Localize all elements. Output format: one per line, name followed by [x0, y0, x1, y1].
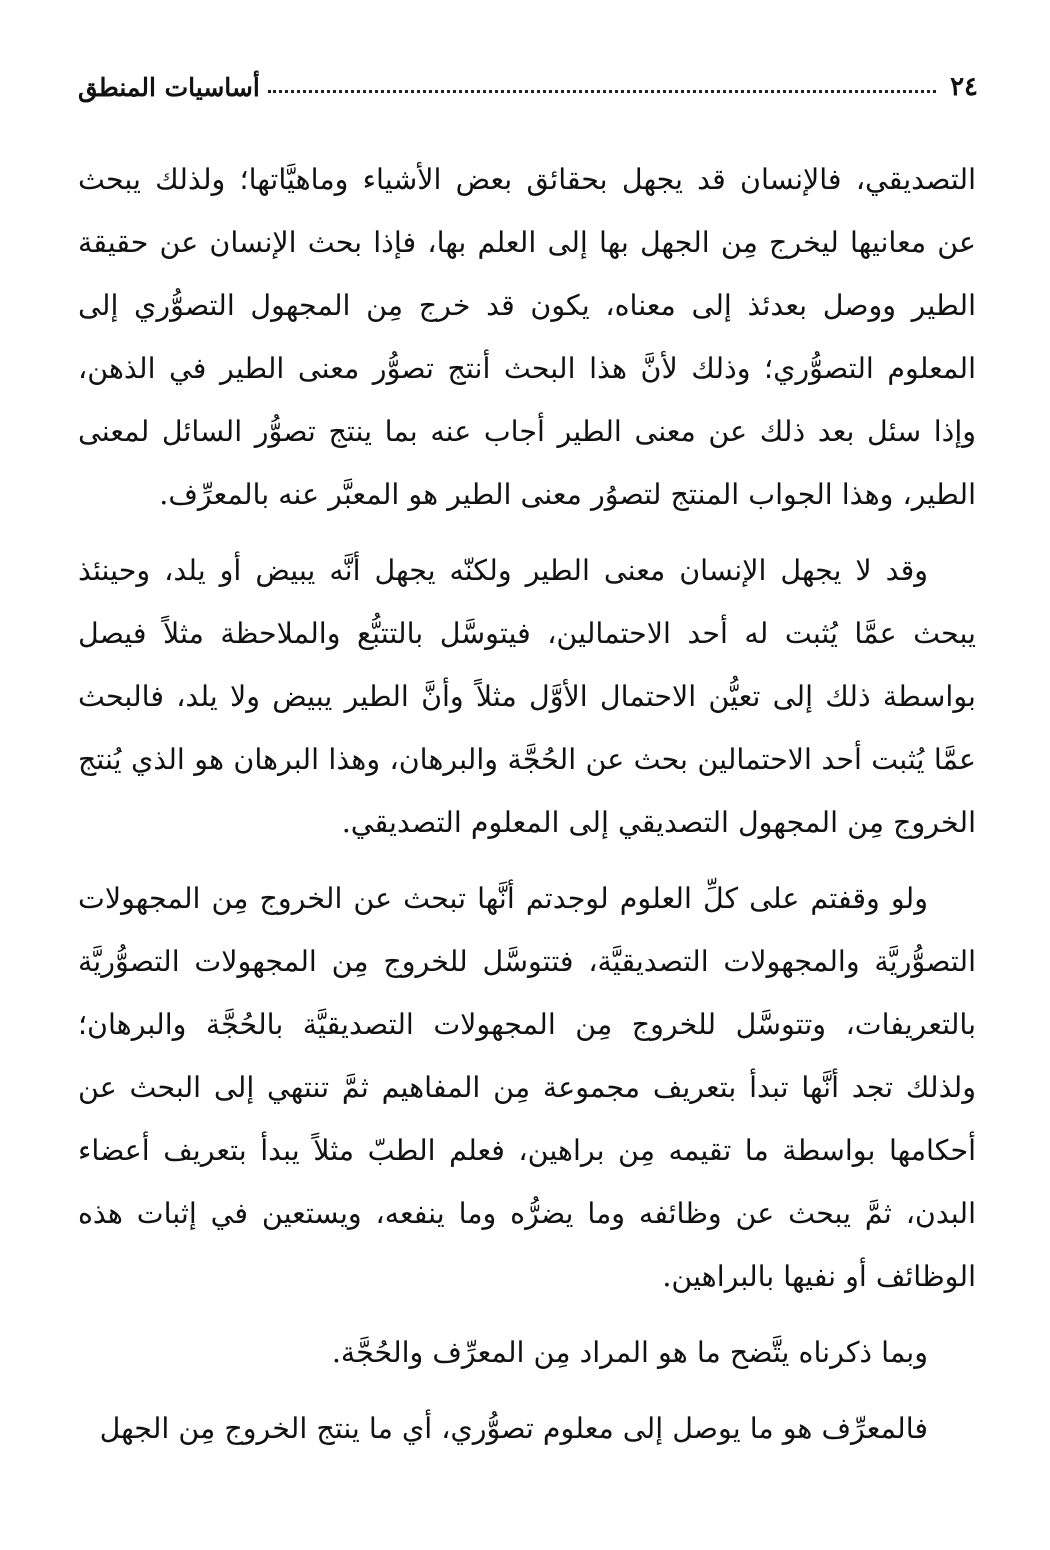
paragraph-1: التصديقي، فالإنسان قد يجهل بحقائق بعض الأشياء وماهيَّاتها؛ ولذلك يبحث عن معانيها ليخرج مِن الجهل بها إلى العلم بها، فإذا بحث الإنسان عن حقيقة الطير ووصل بعدئذ إلى معناه، يكون قد خرج مِن المجهول التصوُّري إلى المعلوم التصوُّري؛ وذلك لأنَّ هذا البحث أنتج تصوُّر معنى الطير في الذهن، وإذا سئل بعد ذلك عن معنى الطير أجاب عنه بما ينتج تصوُّر السائل لمعنى الطير، وهذا الجواب المنتج لتصوُر معنى الطير هو المعبَّر عنه بالمعرِّف.: [78, 163, 976, 511]
running-title: أساسيات المنطق: [78, 73, 260, 102]
page-number: ٢٤: [950, 72, 978, 102]
page-header: [78, 58, 978, 102]
paragraph-5: فالمعرِّف هو ما يوصل إلى معلوم تصوُّري، أي ما ينتج الخروج مِن الجهل: [99, 1412, 928, 1445]
paragraph-3: ولو وقفتم على كلِّ العلوم لوجدتم أنَّها تبحث عن الخروج مِن المجهولات التصوُّريَّة والمجهولات التصديقيَّة، فتتوسَّل للخروج مِن المجهولات التصوُّريَّة بالتعريفات، وتتوسَّل للخروج مِن المجهولات التصديقيَّة بالحُجَّة والبرهان؛ ولذلك تجد أنَّها تبدأ بتعريف مجموعة مِن المفاهيم ثمَّ تنتهي إلى البحث عن أحكامها بواسطة ما تقيمه مِن براهين، فعلم الطبّ مثلاً يبدأ بتعريف أعضاء البدن، ثمَّ يبحث عن وظائفه وما يضرُّه وما ينفعه، ويستعين في إثبات هذه الوظائف أو نفيها بالبراهين.: [78, 882, 976, 1293]
paragraph-4: وبما ذكرناه يتَّضح ما هو المراد مِن المعرِّف والحُجَّة.: [331, 1336, 928, 1369]
page-body: [78, 148, 976, 1460]
paragraph-2: وقد لا يجهل الإنسان معنى الطير ولكنّه يجهل أنَّه يبيض أو يلد، وحينئذ يبحث عمَّا يُثبت له أحد الاحتمالين، فيتوسَّل بالتتبُّع والملاحظة مثلاً فيصل بواسطة ذلك إلى تعيُّن الاحتمال الأوَّل مثلاً وأنَّ الطير يبيض ولا يلد، فالبحث عمَّا يُثبت أحد الاحتمالين بحث عن الحُجَّة والبرهان، وهذا البرهان هو الذي يُنتج الخروج مِن المجهول التصديقي إلى المعلوم التصديقي.: [78, 554, 976, 839]
dotted-leader: [268, 90, 936, 93]
